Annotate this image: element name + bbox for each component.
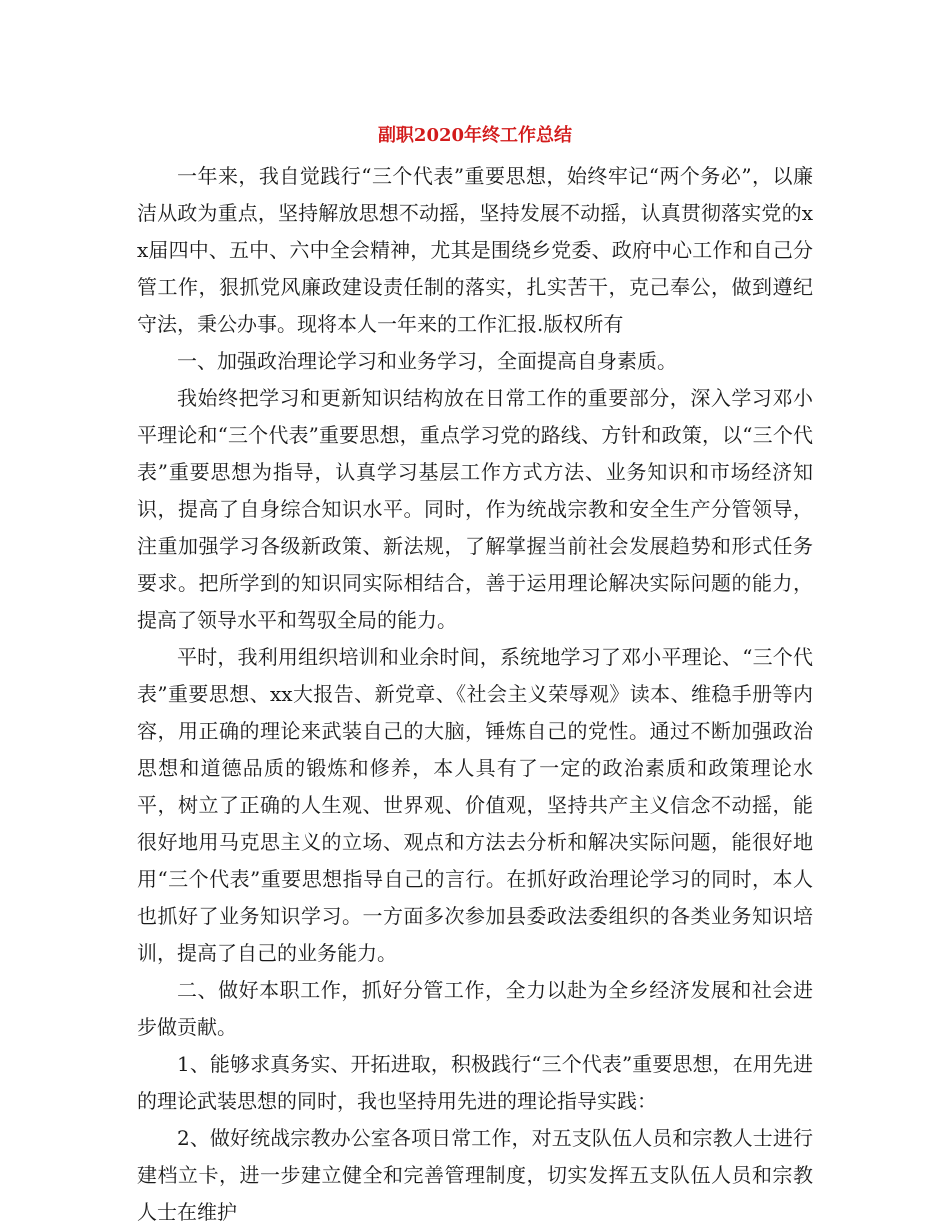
section-heading-2: 二、做好本职工作，抓好分管工作，全力以赴为全乡经济发展和社会进步做贡献。	[137, 978, 813, 1039]
paragraph-intro: 一年来，我自觉践行“三个代表”重要思想，始终牢记“两个务必”，以廉洁从政为重点，坚持解放思想不动摇，坚持发展不动摇，认真贯彻落实党的xx届四中、五中、六中全会精神，尤其是围绕乡党委、政府中心工作和自己分管工作，狠抓党风廉政建设责任制的落实，扎实苦干，克己奉公，做到遵纪守法，秉公办事。现将本人一年来的工作汇报.版权所有	[137, 164, 813, 336]
section-heading-1: 一、加强政治理论学习和业务学习，全面提高自身素质。	[177, 349, 677, 373]
list-item-2: 2、做好统战宗教办公室各项日常工作，对五支队伍人员和宗教人士进行建档立卡，进一步建立健全和完善管理制度，切实发挥五支队伍人员和宗教人士在维护	[137, 1126, 813, 1224]
list-item-1: 1、能够求真务实、开拓进取，积极践行“三个代表”重要思想，在用先进的理论武装思想的同时，我也坚持用先进的理论指导实践：	[137, 1052, 813, 1113]
paragraph-study: 我始终把学习和更新知识结构放在日常工作的重要部分，深入学习邓小平理论和“三个代表”重要思想，重点学习党的路线、方针和政策，以“三个代表”重要思想为指导，认真学习基层工作方式方法、业务知识和市场经济知识，提高了自身综合知识水平。同时，作为统战宗教和安全生产分管领导，注重加强学习各级新政策、新法规，了解掌握当前社会发展趋势和形式任务要求。把所学到的知识同实际相结合，善于运用理论解决实际问题的能力，提高了领导水平和驾驭全局的能力。	[137, 386, 813, 632]
paragraph-training: 平时，我利用组织培训和业余时间，系统地学习了邓小平理论、“三个代表”重要思想、xx大报告、新党章、《社会主义荣辱观》读本、维稳手册等内容，用正确的理论来武装自己的大脑，锤炼自己的党性。通过不断加强政治思想和道德品质的锻炼和修养，本人具有了一定的政治素质和政策理论水平，树立了正确的人生观、世界观、价值观，坚持共产主义信念不动摇，能很好地用马克思主义的立场、观点和方法去分析和解决实际问题，能很好地用“三个代表”重要思想指导自己的言行。在抓好政治理论学习的同时，本人也抓好了业务知识学习。一方面多次参加县委政法委组织的各类业务知识培训，提高了自己的业务能力。	[137, 645, 813, 965]
document-title: 副职2020年终工作总结	[377, 125, 573, 146]
document-body	[137, 158, 813, 1231]
